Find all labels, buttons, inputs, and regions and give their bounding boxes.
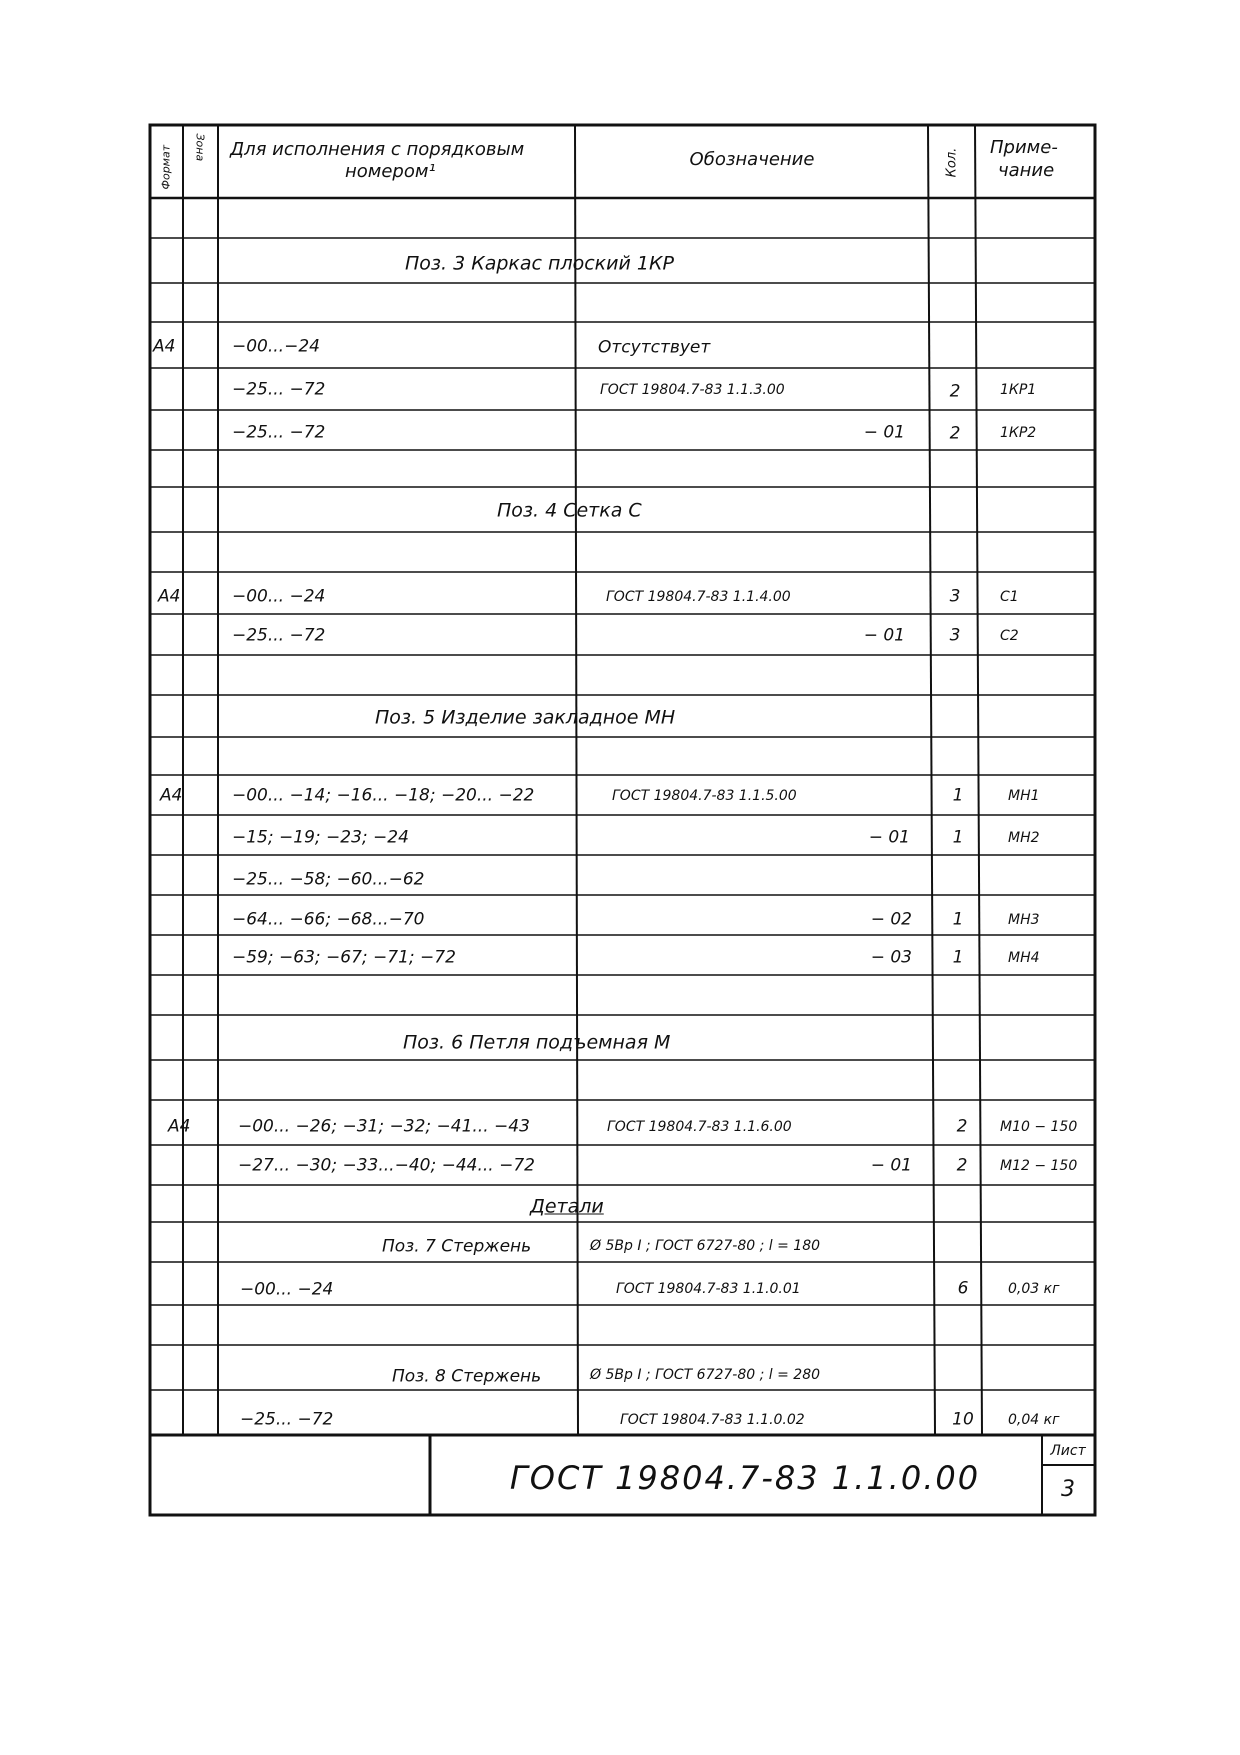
row-variant: −25... −72 (232, 422, 326, 443)
section-title-pos3: Поз. 3 Каркас плоский 1КР (405, 252, 674, 275)
row-qty: 3 (949, 586, 961, 607)
row-designation: ГОСТ 19804.7-83 1.1.0.01 (616, 1281, 801, 1297)
row-qty: 2 (956, 1155, 968, 1176)
sheet-number: 3 (1061, 1477, 1075, 1502)
section-title-pos4: Поз. 4 Сетка С (497, 499, 642, 522)
document-code: ГОСТ 19804.7-83 1.1.0.00 (509, 1459, 981, 1497)
section-title-pos5: Поз. 5 Изделие закладное МН (375, 706, 676, 729)
row-format: А4 (160, 785, 183, 806)
section-title-details: Детали (530, 1195, 604, 1218)
row-variant: −25... −72 (240, 1409, 334, 1430)
row-designation: Ø 5Вр I ; ГОСТ 6727-80 ; l = 180 (590, 1238, 821, 1254)
header-zone: Зона (193, 133, 207, 162)
row-qty: 3 (949, 625, 961, 646)
row-qty: 2 (949, 381, 961, 402)
header-qty: Кол. (944, 147, 960, 178)
row-designation: ГОСТ 19804.7-83 1.1.6.00 (607, 1119, 792, 1135)
row-variant: Поз. 8 Стержень (392, 1366, 542, 1387)
header-format: Формат (159, 144, 173, 190)
row-format: А4 (168, 1116, 191, 1137)
row-note: 1КР1 (1000, 382, 1037, 398)
row-note: 1КР2 (1000, 425, 1037, 441)
row-qty: 2 (956, 1116, 968, 1137)
header-variant-line1: Для исполнения с порядковым (230, 139, 525, 160)
row-designation: − 01 (863, 422, 905, 443)
row-note: МН1 (1008, 788, 1040, 804)
row-qty: 6 (957, 1278, 969, 1299)
header-variant-line2: номером¹ (345, 161, 436, 182)
row-variant: Поз. 7 Стержень (382, 1236, 532, 1257)
row-variant: −59; −63; −67; −71; −72 (232, 947, 456, 968)
section-title-pos6: Поз. 6 Петля подъемная М (403, 1031, 671, 1054)
row-designation: Отсутствует (598, 337, 711, 358)
row-designation: ГОСТ 19804.7-83 1.1.0.02 (620, 1412, 805, 1428)
row-qty: 1 (952, 909, 964, 930)
row-variant: −25... −72 (232, 379, 326, 400)
row-designation: − 02 (870, 909, 912, 930)
header-designation: Обозначение (689, 149, 815, 170)
row-designation: − 01 (863, 625, 905, 646)
row-variant: −00... −26; −31; −32; −41... −43 (238, 1116, 530, 1137)
row-variant: −00... −24 (240, 1279, 334, 1300)
row-variant: −00...−24 (232, 336, 320, 357)
row-designation: − 01 (870, 1155, 912, 1176)
row-note: М10 − 150 (1000, 1119, 1078, 1135)
row-designation: − 03 (870, 947, 912, 968)
row-note: С2 (1000, 628, 1019, 644)
row-note: МН3 (1008, 912, 1040, 928)
row-variant: −25... −58; −60...−62 (232, 869, 425, 890)
row-variant: −15; −19; −23; −24 (232, 827, 409, 848)
row-note: С1 (1000, 589, 1019, 605)
row-qty: 10 (952, 1409, 974, 1430)
row-variant: −64... −66; −68...−70 (232, 909, 425, 930)
row-variant: −25... −72 (232, 625, 326, 646)
row-designation: ГОСТ 19804.7-83 1.1.3.00 (600, 382, 785, 398)
row-qty: 2 (949, 423, 961, 444)
row-note: 0,04 кг (1008, 1412, 1060, 1428)
row-variant: −00... −24 (232, 586, 326, 607)
row-qty: 1 (952, 827, 964, 848)
row-format: А4 (158, 586, 181, 607)
row-designation: Ø 5Вр I ; ГОСТ 6727-80 ; l = 280 (590, 1367, 821, 1383)
row-note: МН4 (1008, 950, 1040, 966)
row-qty: 1 (952, 785, 964, 806)
row-note: М12 − 150 (1000, 1158, 1078, 1174)
row-designation: ГОСТ 19804.7-83 1.1.4.00 (606, 589, 791, 605)
sheet-label: Лист (1050, 1443, 1086, 1459)
row-designation: − 01 (868, 827, 910, 848)
header-note-line1: Приме- (990, 137, 1058, 158)
row-variant: −27... −30; −33...−40; −44... −72 (238, 1155, 535, 1176)
header-note-line2: чание (998, 160, 1055, 181)
row-qty: 1 (952, 947, 964, 968)
row-variant: −00... −14; −16... −18; −20... −22 (232, 785, 535, 806)
row-note: 0,03 кг (1008, 1281, 1060, 1297)
row-format: А4 (153, 336, 176, 357)
row-designation: ГОСТ 19804.7-83 1.1.5.00 (612, 788, 797, 804)
row-note: МН2 (1008, 830, 1040, 846)
